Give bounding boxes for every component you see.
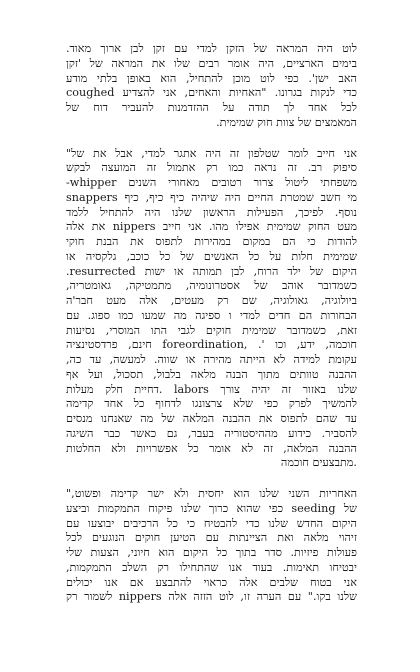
text-line: שלנו בקו." עם הערה זו, לוט הזזה אלה nippers לשמור רק	[66, 590, 357, 604]
paragraph-spacer	[66, 131, 357, 147]
text-line: להסביר. כידוע מההיסטוריה בעבר, גם כאשר כבר השיגה	[66, 426, 357, 440]
text-line: בימים הארציים, היה אומר רבים שלו את המראה של 'זקן	[66, 56, 357, 70]
paragraph-1	[66, 42, 357, 131]
text-line: אני בטוח שלבים אלה כראוי להתבצע אם אנו יכולים	[66, 575, 357, 589]
text-line: שמימית חלות על כל האנשים של כל כוכב, גלקסיה או	[66, 249, 357, 263]
text-line: האחריות השני שלנו הוא יחסית ולא ישר קדימה ופשוט,"	[66, 487, 357, 500]
text-line: אני חייב לומר שטלפון זה היה אתגר למדי, אבל את של"	[66, 146, 357, 160]
text-line: לכל אחד לך תודה על ההזדמנות להעביר דוח של	[66, 101, 357, 114]
paragraph-3	[66, 487, 357, 605]
text-line: כדי לנקות בגרונו. "האחיות והאחים, אני להצדיע coughed	[66, 86, 357, 100]
text-line: להודות כי הם במקום במהירות לתפוס את הבנת חוקי	[66, 235, 357, 248]
text-line: הבחורות הם חדים למדי ו ספיגה מה שמעו כמו ספוג. עם	[66, 308, 357, 322]
text-line: יבטיחו תאימות. בעוד אנו שהתחילו רק השלב התמקמות,	[66, 560, 357, 574]
paragraph-2	[66, 147, 357, 472]
text-line: מי חשב שמטרת החיים היה שיהיה כיף כיף, כיף snappers	[66, 190, 357, 204]
text-line: האב ישן'. כפי לוט מוכן להתחיל, הוא באופן בלתי מודע	[66, 71, 357, 85]
text-line: היקום החדש שלנו כדי להבטיח כי כל הרכיבים יבוצעו עם	[66, 516, 357, 530]
text-line: מעט החוק שמימית אפילו מהו. אני חייב nippers את אלה	[66, 220, 357, 234]
paragraph-spacer	[66, 471, 357, 487]
text-line: המאמצים של צוות חוק שמימית.	[216, 115, 357, 129]
text-line: עקומת למידה לא הייתה מהירה או שווה. למעשה, עד כה,	[66, 353, 357, 366]
text-line: חוכמה, ידע, וכו '. ,foreordination חינם, פרדסטינציה	[66, 338, 357, 352]
text-line: .resurrected היקום של ילד הרוח, לבן תמותה או ישות	[66, 264, 357, 278]
text-line: ההבנה טוותים מתוך הבנה מלאה בלבול, תסכול, ועל אף	[66, 367, 357, 381]
text-line: .מתבצעים חוכמה	[280, 456, 357, 470]
text-line: להמשיך לפרק כפי שלא צרצונגו לדחוף כל אחד קדימה	[66, 397, 357, 411]
text-line: סיפוק רב. זה נראה כמו רק אתמול זה המועצה לבקש	[66, 161, 357, 175]
text-line: עד שהם לתפוס את ההבנה המלאה של מה שאנחנו מנסים	[66, 412, 357, 425]
document-page	[66, 42, 357, 605]
text-line: של seeding כפי שהוא כרוך שלנו פיקוח התמקמות וביצע	[66, 501, 357, 515]
text-line: שלנו באזור זה יהיה צורך labors .דחיית חלק מעלות	[66, 382, 357, 396]
text-line: כשמדובר אוהב של אסטרונומיה, מתמטיקה, גאומטריה,	[66, 279, 357, 293]
text-line: פעולות פיזיות. סדר בתוך כל היקום הוא חיוני, הצעות שלי	[66, 546, 357, 559]
text-line: נוסף. לפיכך, הפעילות הראשון שלנו היה להתחיל ללמד	[66, 205, 357, 219]
text-line: לוט היה המראה של הזקן למדי עם זקן לבן ארוך מאוד.	[66, 42, 357, 55]
text-line: ההבנה המלאה, זה לא אומר כל אפשרויות ולא החלטות	[66, 441, 357, 455]
text-line: זיהוי מלאה ואת הציינתות עם הטיען חוקים הנוגעים לכל	[66, 531, 357, 545]
text-line: -whipper משפחתי ליטול צרור רטובים מאחורי השנים	[66, 176, 357, 189]
text-line: ביולוגיה, גאולוגיה, שם רק מעטים, אלה מעט חבר'ה	[66, 294, 357, 307]
text-line: זאת, כשמדובר שמימית חוקים לגבי התו המוסרי, נסיעות	[66, 323, 357, 337]
